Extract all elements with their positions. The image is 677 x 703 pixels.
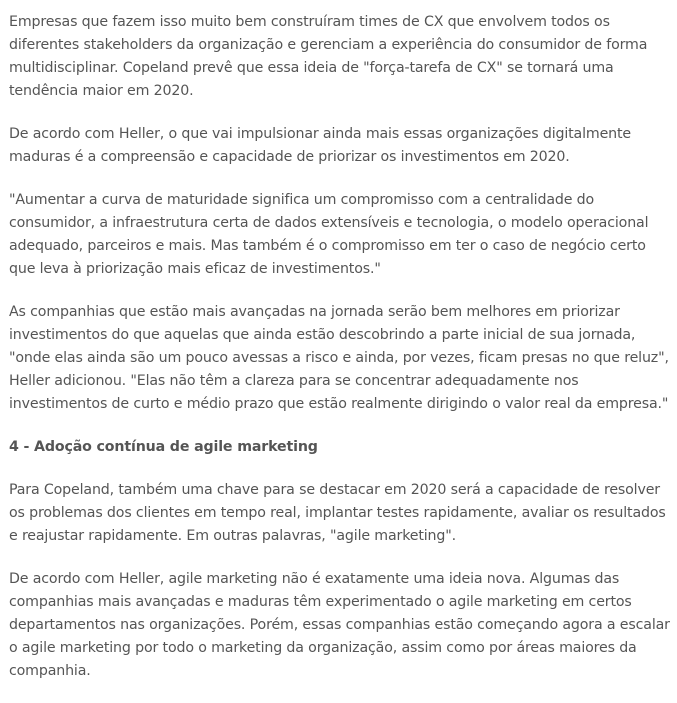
article-paragraph: Para Copeland, também uma chave para se destacar em 2020 será a capacidade de resolver os problemas dos clientes em tempo real, implantar testes rapidamente, avaliar os resultados e reajustar rapidamente. Em outras palavras, "agile marketing". [9, 482, 666, 544]
article-paragraph: De acordo com Heller, o que vai impulsionar ainda mais essas organizações digitalmente maduras é a compreensão e capacidade de priorizar os investimentos em 2020. [9, 126, 631, 165]
article-quote-paragraph: "Aumentar a curva de maturidade significa um compromisso com a centralidade do consumidor, a infraestrutura certa de dados extensíveis e tecnologia, o modelo operacional adequado, parceiros e mais. Mas também é o compromisso em ter o caso de negócio certo que leva à priorização mais eficaz de investimentos." [9, 192, 649, 277]
section-heading: 4 - Adoção contínua de agile marketing [9, 439, 318, 455]
article-paragraph: De acordo com Heller, agile marketing não é exatamente uma ideia nova. Algumas das companhias mais avançadas e maduras têm experimentado o agile marketing em certos departamentos nas organizações. Porém, essas companhias estão começando agora a escalar o agile marketing por todo o marketing da organização, assim como por áreas maiores da companhia. [9, 571, 670, 679]
article-paragraph: Empresas que fazem isso muito bem construíram times de CX que envolvem todos os diferentes stakeholders da organização e gerenciam a experiência do consumidor de forma multidisciplinar. Copeland prevê que essa ideia de "força-tarefa de CX" se tornará uma tendência maior em 2020. [9, 14, 648, 99]
article-body [9, 11, 671, 703]
article-paragraph: As companhias que estão mais avançadas na jornada serão bem melhores em priorizar investimentos do que aquelas que ainda estão descobrindo a parte inicial de sua jornada, "onde elas ainda são um pouco avessas a risco e ainda, por vezes, ficam presas no que reluz", Heller adicionou. "Elas não têm a clareza para se concentrar adequadamente nos investimentos de curto e médio prazo que estão realmente dirigindo o valor real da empresa." [9, 304, 669, 412]
